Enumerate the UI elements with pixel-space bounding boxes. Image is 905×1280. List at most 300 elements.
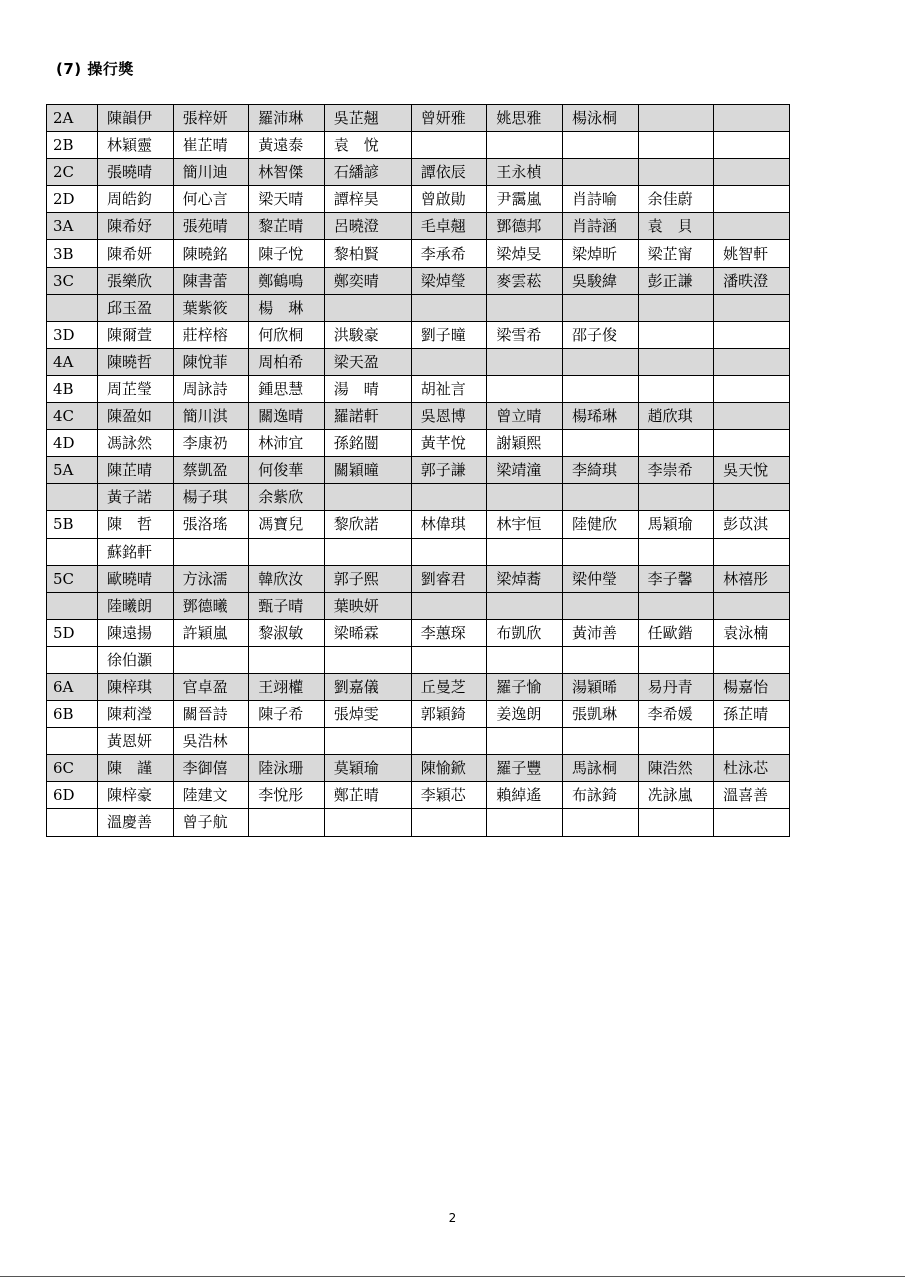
name-cell: 莊梓榕 <box>173 321 249 348</box>
name-cell: 陸泳珊 <box>249 755 325 782</box>
name-cell: 譚依辰 <box>411 159 487 186</box>
name-cell <box>714 159 790 186</box>
name-cell: 郭子熙 <box>324 565 411 592</box>
table-row <box>47 511 790 538</box>
name-cell: 李承希 <box>411 240 487 267</box>
name-cell: 何欣桐 <box>249 321 325 348</box>
name-cell <box>562 159 638 186</box>
name-cell: 鄧德曦 <box>173 592 249 619</box>
name-cell: 鄧德邦 <box>487 213 563 240</box>
name-cell: 尹靄嵐 <box>487 186 563 213</box>
name-cell <box>714 213 790 240</box>
name-cell: 黎芷晴 <box>249 213 325 240</box>
name-cell: 鍾思慧 <box>249 375 325 402</box>
name-cell: 楊泳桐 <box>562 105 638 132</box>
name-cell: 梁靖潼 <box>487 457 563 484</box>
table-row <box>47 755 790 782</box>
name-cell <box>487 728 563 755</box>
table-row <box>47 673 790 700</box>
name-cell: 何俊華 <box>249 457 325 484</box>
name-cell: 冼詠嵐 <box>638 782 714 809</box>
name-cell: 王翊權 <box>249 673 325 700</box>
name-cell <box>714 809 790 836</box>
name-cell: 吳駿緯 <box>562 267 638 294</box>
name-cell: 梁芷甯 <box>638 240 714 267</box>
name-cell: 羅諾軒 <box>324 403 411 430</box>
name-cell: 石繙諺 <box>324 159 411 186</box>
name-cell: 梁天盈 <box>324 348 411 375</box>
name-cell <box>324 484 411 511</box>
name-cell: 易丹青 <box>638 673 714 700</box>
name-cell: 郭子謙 <box>411 457 487 484</box>
name-cell: 黃遠泰 <box>249 132 325 159</box>
name-cell: 林沛宜 <box>249 430 325 457</box>
table-row <box>47 186 790 213</box>
name-cell: 劉嘉儀 <box>324 673 411 700</box>
name-cell: 潘昳澄 <box>714 267 790 294</box>
name-cell <box>714 105 790 132</box>
name-cell: 許穎嵐 <box>173 619 249 646</box>
name-cell <box>638 809 714 836</box>
name-cell: 賴綽遙 <box>487 782 563 809</box>
name-cell: 彭正謙 <box>638 267 714 294</box>
name-cell: 湯 晴 <box>324 375 411 402</box>
name-cell: 梁焯昕 <box>562 240 638 267</box>
name-cell <box>562 132 638 159</box>
class-cell: 2A <box>47 105 98 132</box>
name-cell: 梁焯蕎 <box>487 565 563 592</box>
name-cell: 黎欣諾 <box>324 511 411 538</box>
name-cell: 曾立晴 <box>487 403 563 430</box>
name-cell <box>487 348 563 375</box>
name-cell: 曾子航 <box>173 809 249 836</box>
name-cell: 崔芷晴 <box>173 132 249 159</box>
name-cell: 曾妍雅 <box>411 105 487 132</box>
name-cell <box>562 484 638 511</box>
name-cell <box>411 348 487 375</box>
name-cell: 羅子豐 <box>487 755 563 782</box>
name-cell <box>638 159 714 186</box>
name-cell: 邵子俊 <box>562 321 638 348</box>
name-cell: 蘇銘軒 <box>98 538 174 565</box>
name-cell: 陳子希 <box>249 701 325 728</box>
name-cell <box>714 294 790 321</box>
name-cell: 郭穎錡 <box>411 701 487 728</box>
name-cell: 陳爾萱 <box>98 321 174 348</box>
table-row <box>47 565 790 592</box>
table-row <box>47 809 790 836</box>
name-cell: 楊子琪 <box>173 484 249 511</box>
name-cell: 馮寶兒 <box>249 511 325 538</box>
name-cell <box>562 430 638 457</box>
name-cell: 余佳蔚 <box>638 186 714 213</box>
class-cell <box>47 592 98 619</box>
table-row <box>47 240 790 267</box>
name-cell: 布凱欣 <box>487 619 563 646</box>
name-cell: 陳 哲 <box>98 511 174 538</box>
name-cell <box>249 538 325 565</box>
table-row <box>47 782 790 809</box>
table-row <box>47 294 790 321</box>
class-cell <box>47 646 98 673</box>
name-cell: 吳芷翹 <box>324 105 411 132</box>
name-cell: 黎淑敏 <box>249 619 325 646</box>
name-cell: 曾啟勛 <box>411 186 487 213</box>
name-cell: 陳愉鍁 <box>411 755 487 782</box>
table-row <box>47 728 790 755</box>
name-cell: 李綺琪 <box>562 457 638 484</box>
class-cell: 4A <box>47 348 98 375</box>
table-row <box>47 159 790 186</box>
name-cell: 鄭芷晴 <box>324 782 411 809</box>
name-cell <box>411 592 487 619</box>
name-cell: 王永楨 <box>487 159 563 186</box>
table-row <box>47 375 790 402</box>
name-cell: 黎柏賢 <box>324 240 411 267</box>
name-cell: 譚梓昊 <box>324 186 411 213</box>
name-cell: 李穎芯 <box>411 782 487 809</box>
class-cell: 4D <box>47 430 98 457</box>
name-cell: 姜逸朗 <box>487 701 563 728</box>
name-cell: 丘曼芝 <box>411 673 487 700</box>
name-cell: 張凱琳 <box>562 701 638 728</box>
name-cell: 陸曦朗 <box>98 592 174 619</box>
name-cell: 陳梓豪 <box>98 782 174 809</box>
name-cell <box>487 538 563 565</box>
class-cell: 2B <box>47 132 98 159</box>
name-cell: 趙欣琪 <box>638 403 714 430</box>
name-cell: 張樂欣 <box>98 267 174 294</box>
name-cell: 邱玉盈 <box>98 294 174 321</box>
name-cell: 孫銘闓 <box>324 430 411 457</box>
table-row <box>47 132 790 159</box>
name-cell <box>249 809 325 836</box>
name-cell <box>638 430 714 457</box>
name-cell: 陳 謹 <box>98 755 174 782</box>
name-cell: 黃沛善 <box>562 619 638 646</box>
table-row <box>47 403 790 430</box>
class-cell: 6D <box>47 782 98 809</box>
name-cell: 簡川迪 <box>173 159 249 186</box>
name-cell <box>562 375 638 402</box>
name-cell: 周柏希 <box>249 348 325 375</box>
name-cell: 陳韻伊 <box>98 105 174 132</box>
page-number: 2 <box>448 1211 457 1225</box>
name-cell <box>638 348 714 375</box>
page-bottom-rule <box>0 1276 905 1277</box>
name-cell: 歐曉晴 <box>98 565 174 592</box>
name-cell <box>638 294 714 321</box>
name-cell: 林穎靈 <box>98 132 174 159</box>
name-cell: 梁天晴 <box>249 186 325 213</box>
name-cell: 陳悅菲 <box>173 348 249 375</box>
table-row <box>47 592 790 619</box>
name-cell: 張苑晴 <box>173 213 249 240</box>
name-cell <box>714 484 790 511</box>
name-cell: 陳梓琪 <box>98 673 174 700</box>
name-cell: 劉睿君 <box>411 565 487 592</box>
name-cell: 簡川淇 <box>173 403 249 430</box>
name-cell <box>714 403 790 430</box>
award-table-body <box>47 105 790 837</box>
name-cell: 李崇希 <box>638 457 714 484</box>
name-cell: 孫芷晴 <box>714 701 790 728</box>
name-cell <box>714 348 790 375</box>
class-cell: 3A <box>47 213 98 240</box>
name-cell: 陳曉銘 <box>173 240 249 267</box>
name-cell: 杜泳芯 <box>714 755 790 782</box>
name-cell <box>714 375 790 402</box>
name-cell <box>324 728 411 755</box>
name-cell: 葉映妍 <box>324 592 411 619</box>
name-cell <box>249 646 325 673</box>
name-cell <box>411 538 487 565</box>
name-cell: 蔡凱盈 <box>173 457 249 484</box>
name-cell: 周皓鈞 <box>98 186 174 213</box>
name-cell: 楊 琳 <box>249 294 325 321</box>
name-cell: 梁焯瑩 <box>411 267 487 294</box>
name-cell: 胡祉言 <box>411 375 487 402</box>
name-cell: 謝穎熙 <box>487 430 563 457</box>
name-cell: 袁 悅 <box>324 132 411 159</box>
name-cell <box>714 646 790 673</box>
name-cell: 毛卓翹 <box>411 213 487 240</box>
name-cell: 楊嘉怡 <box>714 673 790 700</box>
name-cell: 陳書蕾 <box>173 267 249 294</box>
name-cell <box>487 809 563 836</box>
name-cell <box>562 538 638 565</box>
class-cell: 3D <box>47 321 98 348</box>
name-cell: 湯穎晞 <box>562 673 638 700</box>
name-cell: 劉子曈 <box>411 321 487 348</box>
name-cell <box>487 132 563 159</box>
class-cell <box>47 538 98 565</box>
table-row <box>47 457 790 484</box>
name-cell: 梁仲瑩 <box>562 565 638 592</box>
class-cell: 5D <box>47 619 98 646</box>
table-row <box>47 105 790 132</box>
name-cell <box>638 375 714 402</box>
name-cell: 周芷瑩 <box>98 375 174 402</box>
award-table <box>46 104 790 837</box>
name-cell: 彭苡淇 <box>714 511 790 538</box>
name-cell: 莫穎瑜 <box>324 755 411 782</box>
name-cell <box>714 132 790 159</box>
name-cell: 姚智軒 <box>714 240 790 267</box>
name-cell: 張曉晴 <box>98 159 174 186</box>
name-cell <box>714 538 790 565</box>
name-cell: 關晉詩 <box>173 701 249 728</box>
class-cell: 2C <box>47 159 98 186</box>
name-cell: 馮詠然 <box>98 430 174 457</box>
class-cell: 6B <box>47 701 98 728</box>
name-cell <box>562 809 638 836</box>
name-cell: 梁晞霖 <box>324 619 411 646</box>
class-cell <box>47 294 98 321</box>
name-cell: 羅子愉 <box>487 673 563 700</box>
name-cell: 陸建文 <box>173 782 249 809</box>
name-cell <box>487 375 563 402</box>
name-cell: 李康礽 <box>173 430 249 457</box>
table-row <box>47 348 790 375</box>
name-cell: 梁焯旻 <box>487 240 563 267</box>
name-cell: 溫喜善 <box>714 782 790 809</box>
class-cell <box>47 484 98 511</box>
table-row <box>47 701 790 728</box>
class-cell: 4B <box>47 375 98 402</box>
name-cell <box>638 538 714 565</box>
name-cell: 鄭奕晴 <box>324 267 411 294</box>
name-cell: 李希媛 <box>638 701 714 728</box>
name-cell <box>324 646 411 673</box>
name-cell: 林宇恒 <box>487 511 563 538</box>
name-cell <box>411 809 487 836</box>
name-cell <box>487 294 563 321</box>
table-row <box>47 267 790 294</box>
name-cell <box>487 592 563 619</box>
name-cell <box>487 484 563 511</box>
name-cell: 袁泳楠 <box>714 619 790 646</box>
name-cell: 任歐鍇 <box>638 619 714 646</box>
name-cell <box>714 321 790 348</box>
class-cell: 5A <box>47 457 98 484</box>
table-row <box>47 646 790 673</box>
name-cell <box>638 728 714 755</box>
name-cell: 鄭鶴鳴 <box>249 267 325 294</box>
name-cell: 陳遠揚 <box>98 619 174 646</box>
name-cell: 陳子悅 <box>249 240 325 267</box>
table-row <box>47 538 790 565</box>
name-cell <box>714 592 790 619</box>
name-cell: 吳浩林 <box>173 728 249 755</box>
name-cell: 徐伯灝 <box>98 646 174 673</box>
name-cell: 陳曉哲 <box>98 348 174 375</box>
name-cell: 陸健欣 <box>562 511 638 538</box>
name-cell: 肖詩涵 <box>562 213 638 240</box>
name-cell: 李悅彤 <box>249 782 325 809</box>
section-heading: (7) 操行獎 <box>56 60 134 78</box>
name-cell <box>411 294 487 321</box>
name-cell: 李御僖 <box>173 755 249 782</box>
name-cell: 肖詩喻 <box>562 186 638 213</box>
name-cell: 韓欣汝 <box>249 565 325 592</box>
name-cell <box>411 646 487 673</box>
name-cell: 關逸晴 <box>249 403 325 430</box>
name-cell: 李蕙琛 <box>411 619 487 646</box>
name-cell: 布詠錡 <box>562 782 638 809</box>
name-cell <box>562 348 638 375</box>
name-cell: 黃子諾 <box>98 484 174 511</box>
name-cell: 林智傑 <box>249 159 325 186</box>
class-cell: 6C <box>47 755 98 782</box>
name-cell: 呂曉澄 <box>324 213 411 240</box>
name-cell <box>324 809 411 836</box>
name-cell: 方泳濡 <box>173 565 249 592</box>
name-cell: 官卓盈 <box>173 673 249 700</box>
name-cell <box>638 592 714 619</box>
class-cell: 6A <box>47 673 98 700</box>
name-cell <box>173 538 249 565</box>
name-cell: 馬詠桐 <box>562 755 638 782</box>
name-cell: 張梓妍 <box>173 105 249 132</box>
name-cell: 陳浩然 <box>638 755 714 782</box>
name-cell: 溫慶善 <box>98 809 174 836</box>
class-cell: 3C <box>47 267 98 294</box>
name-cell <box>562 592 638 619</box>
name-cell: 李子馨 <box>638 565 714 592</box>
table-row <box>47 619 790 646</box>
name-cell <box>249 728 325 755</box>
name-cell <box>714 728 790 755</box>
name-cell: 何心言 <box>173 186 249 213</box>
name-cell: 周詠詩 <box>173 375 249 402</box>
name-cell <box>562 728 638 755</box>
name-cell <box>638 105 714 132</box>
name-cell: 陳希妍 <box>98 240 174 267</box>
name-cell: 洪駿豪 <box>324 321 411 348</box>
class-cell: 4C <box>47 403 98 430</box>
name-cell: 馬穎瑜 <box>638 511 714 538</box>
name-cell <box>638 132 714 159</box>
name-cell: 袁 貝 <box>638 213 714 240</box>
name-cell: 梁雪希 <box>487 321 563 348</box>
name-cell: 陳希妤 <box>98 213 174 240</box>
table-row <box>47 321 790 348</box>
table-row <box>47 213 790 240</box>
name-cell <box>638 321 714 348</box>
name-cell: 關穎曈 <box>324 457 411 484</box>
name-cell: 余紫欣 <box>249 484 325 511</box>
name-cell <box>324 538 411 565</box>
name-cell <box>411 132 487 159</box>
class-cell <box>47 728 98 755</box>
class-cell: 3B <box>47 240 98 267</box>
name-cell: 陳莉瀅 <box>98 701 174 728</box>
name-cell: 吳天悅 <box>714 457 790 484</box>
class-cell: 2D <box>47 186 98 213</box>
name-cell <box>638 484 714 511</box>
name-cell: 羅沛琳 <box>249 105 325 132</box>
class-cell <box>47 809 98 836</box>
name-cell: 吳恩博 <box>411 403 487 430</box>
table-row <box>47 430 790 457</box>
name-cell: 楊琋琳 <box>562 403 638 430</box>
name-cell <box>411 728 487 755</box>
table-row <box>47 484 790 511</box>
name-cell: 黃恩妍 <box>98 728 174 755</box>
name-cell: 葉紫筱 <box>173 294 249 321</box>
name-cell <box>714 430 790 457</box>
name-cell: 甄子晴 <box>249 592 325 619</box>
name-cell: 黃芊悅 <box>411 430 487 457</box>
name-cell <box>562 646 638 673</box>
name-cell <box>487 646 563 673</box>
name-cell <box>714 186 790 213</box>
name-cell: 張焯雯 <box>324 701 411 728</box>
name-cell: 陳盈如 <box>98 403 174 430</box>
name-cell <box>411 484 487 511</box>
name-cell <box>562 294 638 321</box>
name-cell: 林禧彤 <box>714 565 790 592</box>
name-cell: 陳芷晴 <box>98 457 174 484</box>
name-cell: 麥雲菘 <box>487 267 563 294</box>
name-cell: 林偉琪 <box>411 511 487 538</box>
name-cell: 姚思雅 <box>487 105 563 132</box>
name-cell <box>324 294 411 321</box>
class-cell: 5B <box>47 511 98 538</box>
name-cell <box>173 646 249 673</box>
class-cell: 5C <box>47 565 98 592</box>
